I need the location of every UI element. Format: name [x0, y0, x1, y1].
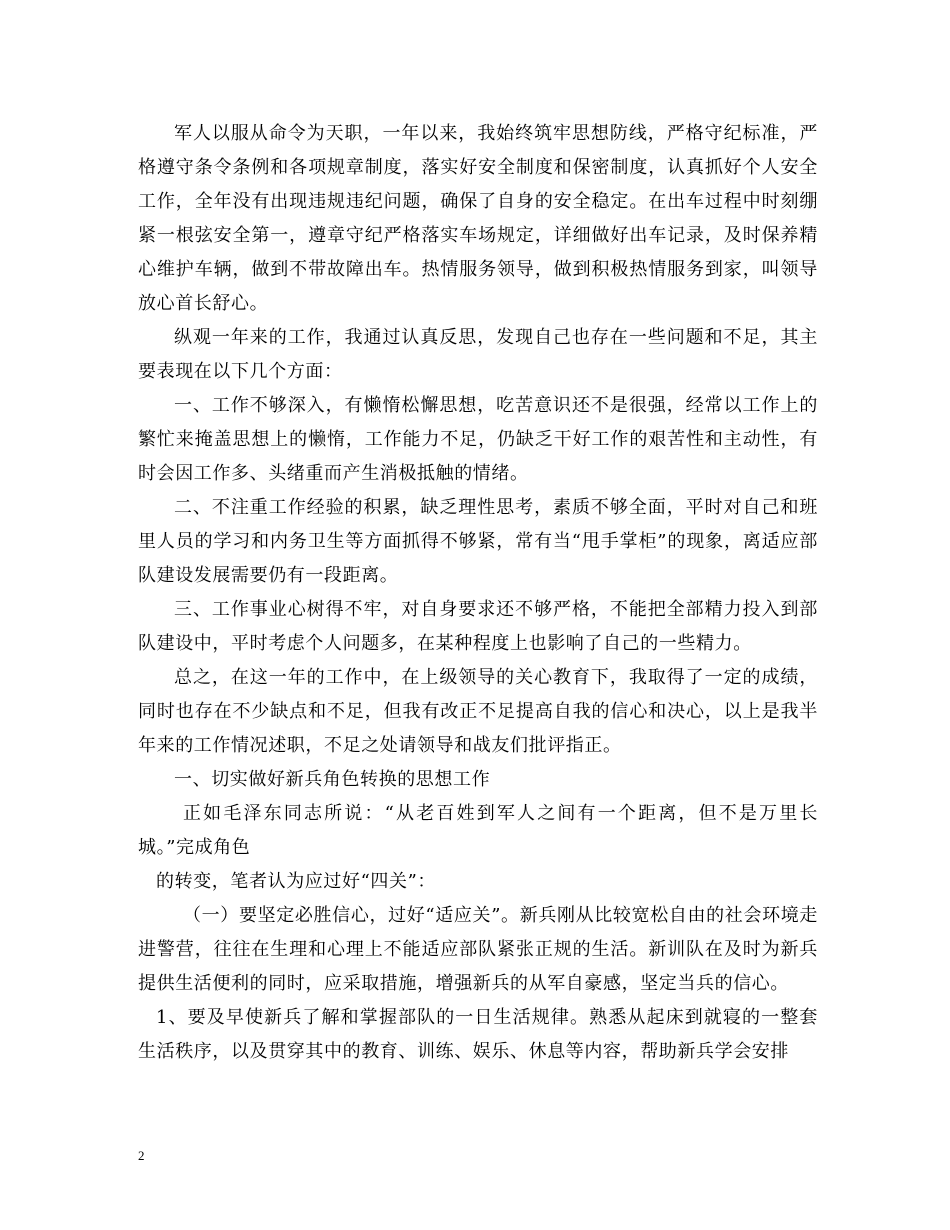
- paragraph-quote: 正如毛泽东同志所说：“从老百姓到军人之间有一个距离，但不是万里长城。”完成角色: [138, 803, 818, 858]
- paragraph-issue-two: 二、不注重工作经验的积累，缺乏理性思考，素质不够全面，平时对自己和班里人员的学习和内务卫生等方面抓得不够紧，常有当“甩手掌柜”的现象，离适应部队建设发展需要仍有一段距离。: [138, 497, 818, 586]
- paragraph-four-passes: 的转变，笔者认为应过好“四关”：: [156, 871, 437, 892]
- paragraph-issue-three: 三、工作事业心树得不牢，对自身要求还不够严格，不能把全部精力投入到部队建设中，平时考虑个人问题多，在某种程度上也影响了自己的一些精力。: [138, 599, 818, 654]
- paragraph-review: 纵观一年来的工作，我通过认真反思，发现自己也存在一些问题和不足，其主要表现在以下几个方面：: [138, 327, 818, 382]
- paragraph-daily-routine: 1、要及早使新兵了解和掌握部队的一日生活规律。熟悉从起床到就寝的一整套生活秩序，以及贯穿其中的教育、训练、娱乐、休息等内容，帮助新兵学会安排: [138, 1007, 818, 1062]
- paragraph-discipline: 军人以服从命令为天职，一年以来，我始终筑牢思想防线，严格守纪标准，严格遵守条令条例和各项规章制度，落实好安全制度和保密制度，认真抓好个人安全工作，全年没有出现违规违纪问题，确保了自身的安全稳定。在出车过程中时刻绷紧一根弦安全第一，遵章守纪严格落实车场规定，详细做好出车记录，及时保养精心维护车辆，做到不带故障出车。热情服务领导，做到积极热情服务到家，叫领导放心首长舒心。: [138, 123, 818, 314]
- paragraph-issue-one: 一、工作不够深入，有懒惰松懈思想，吃苦意识还不是很强，经常以工作上的繁忙来掩盖思想上的懒惰，工作能力不足，仍缺乏干好工作的艰苦性和主动性，有时会因工作多、头绪重而产生消极抵触的情绪。: [138, 395, 818, 484]
- document-body: [138, 117, 818, 1069]
- section-heading: 一、切实做好新兵角色转换的思想工作: [174, 769, 491, 790]
- page-number: 2: [138, 1148, 145, 1163]
- paragraph-adaptation: （一）要坚定必胜信心，过好“适应关”。新兵刚从比较宽松自由的社会环境走进警营，往往在生理和心理上不能适应部队紧张正规的生活。新训队在及时为新兵提供生活便利的同时，应采取措施，增强新兵的从军自豪感，坚定当兵的信心。: [138, 905, 818, 994]
- paragraph-summary: 总之，在这一年的工作中，在上级领导的关心教育下，我取得了一定的成绩，同时也存在不少缺点和不足，但我有改正不足提高自我的信心和决心，以上是我半年来的工作情况述职，不足之处请领导和战友们批评指正。: [138, 667, 818, 756]
